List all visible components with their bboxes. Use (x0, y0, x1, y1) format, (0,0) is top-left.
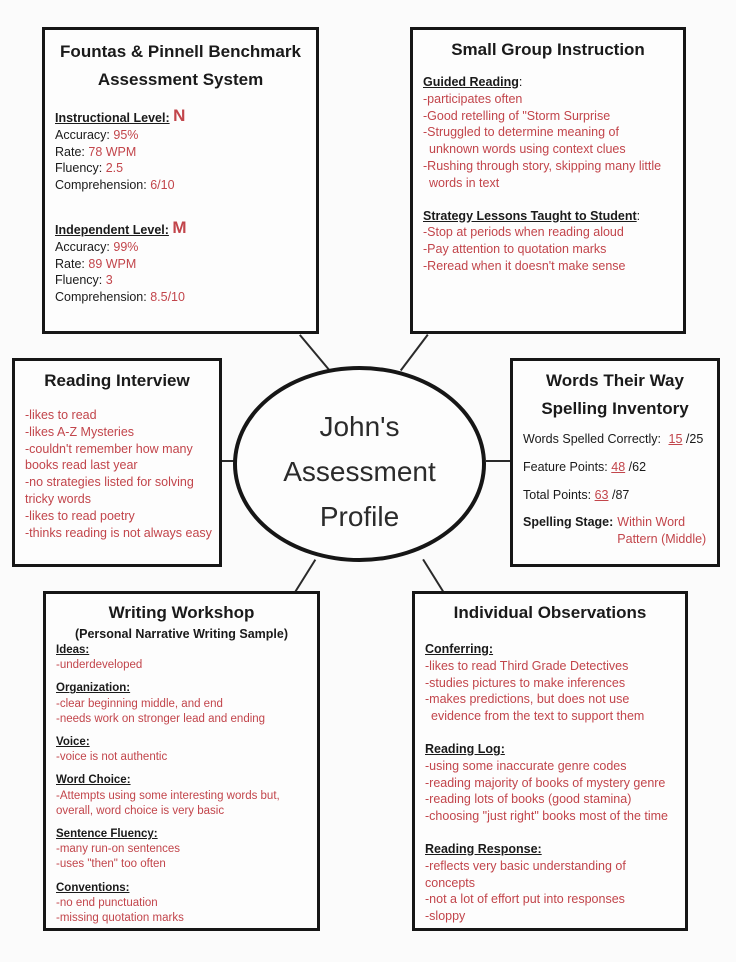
box-title: Assessment System (97, 70, 264, 89)
list-item: -likes A-Z Mysteries (25, 424, 135, 439)
feature-points-total: /62 (628, 459, 647, 474)
comprehension-label: Comprehension: (55, 290, 147, 305)
list-item: overall, word choice is very basic (56, 804, 225, 817)
list-item: -makes predictions, but does not use (425, 692, 630, 707)
section-label: Voice: (56, 736, 90, 749)
list-item: -Rushing through story, skipping many little (423, 158, 662, 173)
box-title: Writing Workshop (108, 603, 255, 622)
rate-label: Rate: (55, 144, 85, 159)
connector-line (486, 460, 511, 462)
fluency-label: Fluency: (55, 161, 103, 176)
spelling-stage-label: Spelling Stage: (523, 515, 614, 530)
connector-line (422, 559, 443, 592)
box-title: Spelling Inventory (541, 399, 689, 418)
box-title: Small Group Instruction (451, 40, 645, 59)
list-item: -couldn't remember how many (25, 441, 193, 456)
instructional-level-value: N (173, 106, 186, 125)
total-points-label: Total Points: (523, 487, 592, 502)
list-item: unknown words using context clues (429, 142, 626, 157)
center-title-line1: John's (319, 411, 400, 442)
total-points-total: /87 (611, 487, 630, 502)
small-group-box (410, 27, 686, 334)
list-item: -reading majority of books of mystery genre (425, 775, 666, 790)
list-item: concepts (425, 875, 476, 890)
reading-interview-box (12, 358, 222, 567)
section-label: Conventions: (56, 881, 130, 894)
list-item: -Stop at periods when reading aloud (423, 225, 624, 240)
list-item: -likes to read (25, 408, 97, 422)
fountas-pinnell-box (42, 27, 319, 334)
section-label: Reading Response: (425, 841, 542, 856)
list-item: -likes to read poetry (25, 508, 135, 523)
center-title-line2: Assessment (283, 456, 436, 487)
accuracy-label: Accuracy: (55, 239, 110, 254)
comprehension-label: Comprehension: (55, 178, 147, 193)
section-label: Sentence Fluency: (56, 828, 158, 841)
list-item: tricky words (25, 491, 91, 506)
total-points-value: 63 (594, 487, 609, 502)
list-item: evidence from the text to support them (431, 709, 645, 724)
reading-interview-list (25, 407, 212, 541)
list-item: words in text (429, 175, 500, 190)
fluency-value: 2.5 (105, 161, 124, 176)
guided-reading-list (423, 91, 673, 192)
section-label: Conferring: (425, 642, 494, 656)
list-item: -uses "then" too often (56, 858, 166, 871)
independent-level-value: M (172, 217, 187, 237)
feature-points-value: 48 (611, 459, 626, 474)
list-item: -needs work on stronger lead and ending (56, 712, 266, 725)
list-item: -Struggled to determine meaning of (423, 125, 619, 140)
rate-value: 78 WPM (88, 144, 137, 159)
list-item: -underdeveloped (56, 659, 143, 672)
instructional-level-label: Instructional Level: (55, 111, 170, 125)
connector-line (400, 334, 428, 371)
list-item: -Pay attention to quotation marks (423, 242, 607, 257)
fluency-label: Fluency: (55, 273, 103, 288)
words-spelled-label: Words Spelled Correctly: (523, 432, 662, 446)
list-item: -no end punctuation (56, 896, 158, 909)
section-label: Ideas: (56, 644, 90, 656)
list-item: -no strategies listed for solving (25, 475, 194, 490)
list-item: -missing quotation marks (56, 912, 184, 925)
box-title: Words Their Way (546, 371, 684, 390)
words-their-way-box (510, 358, 720, 567)
list-item: -reading lots of books (good stamina) (425, 792, 632, 807)
guided-reading-label: Guided Reading (423, 75, 519, 89)
accuracy-value: 95% (113, 127, 139, 142)
box-title: Individual Observations (453, 603, 647, 622)
list-item: books read last year (25, 458, 138, 473)
box-title: Reading Interview (44, 371, 190, 390)
center-ellipse (233, 366, 486, 562)
list-item: -studies pictures to make inferences (425, 675, 626, 690)
list-item: -Good retelling of "Storm Surprise (423, 108, 611, 123)
accuracy-value: 99% (113, 239, 139, 254)
section-label: Word Choice: (56, 774, 131, 787)
connector-line (299, 334, 332, 373)
words-spelled-value: 15 (668, 432, 683, 446)
section-label: Reading Log: (425, 741, 505, 756)
box-subtitle: (Personal Narrative Writing Sample) (74, 627, 289, 641)
list-item: -reflects very basic understanding of (425, 858, 626, 873)
feature-points-label: Feature Points: (523, 459, 608, 474)
guided-reading-colon: : (518, 75, 523, 89)
list-item: -sloppy (425, 909, 466, 924)
rate-value: 89 WPM (88, 256, 137, 271)
list-item: -participates often (423, 91, 523, 106)
list-item: -choosing "just right" books most of the time (425, 809, 669, 824)
rate-label: Rate: (55, 256, 85, 271)
center-title-line3: Profile (319, 501, 400, 532)
list-item: -many run-on sentences (56, 843, 181, 856)
individual-observations-box (412, 591, 688, 931)
independent-level-label: Independent Level: (55, 222, 169, 237)
list-item: -Attempts using some interesting words but, (56, 789, 280, 802)
words-spelled-total: /25 (685, 432, 704, 446)
section-label: Organization: (56, 682, 131, 695)
spelling-stage-value: Pattern (Middle) (617, 532, 707, 547)
writing-workshop-box (43, 591, 320, 931)
comprehension-value: 8.5/10 (150, 290, 185, 305)
accuracy-label: Accuracy: (55, 127, 110, 142)
list-item: -thinks reading is not always easy (25, 525, 212, 540)
spelling-stage-value: Within Word (617, 515, 686, 530)
connector-line (294, 559, 315, 592)
strategy-lessons-colon: : (636, 208, 641, 223)
strategy-lessons-label: Strategy Lessons Taught to Student (423, 208, 637, 223)
list-item: -voice is not authentic (56, 751, 168, 764)
box-title: Fountas & Pinnell Benchmark (60, 42, 301, 61)
list-item: -using some inaccurate genre codes (425, 758, 627, 773)
fluency-value: 3 (105, 273, 113, 288)
list-item: -Reread when it doesn't make sense (423, 258, 626, 273)
list-item: -clear beginning middle, and end (56, 697, 223, 710)
list-item: -likes to read Third Grade Detectives (425, 658, 629, 673)
comprehension-value: 6/10 (150, 178, 175, 193)
strategy-lessons-list (423, 224, 673, 274)
list-item: -not a lot of effort put into responses (425, 892, 625, 907)
